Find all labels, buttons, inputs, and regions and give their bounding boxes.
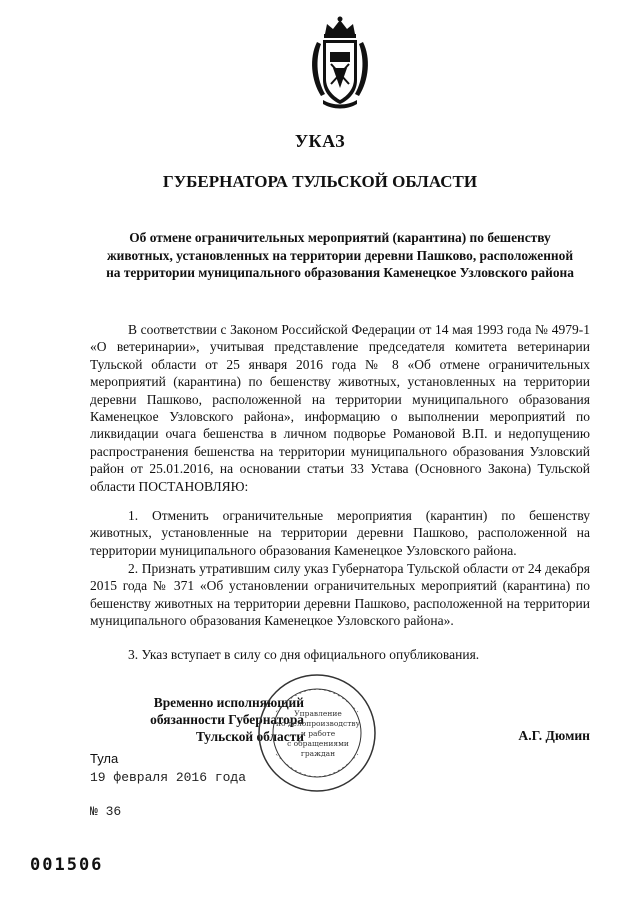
stamp-line-1: Управление [294,709,342,718]
signatory-title-line-2: обязанности Губернатора [150,712,304,727]
decree-item-1: 1. Отменить ограничительные мероприятия (карантин) по бешенству животных, установленные на территории деревни Пашково, расположенной на территории муниципального образования Каменецкое Узловского района. [90,508,590,558]
decree-number: № 36 [90,804,122,819]
document-type-title: УКАЗ [294,131,346,151]
issue-place: Тула [90,751,119,766]
intro-paragraph: В соответствии с Законом Российской Федерации от 14 мая 1993 года № 4979-1 «О ветеринарии», учитывая представление председателя комитета ветеринарии Тульской области от 25 января 2016 года № 8 «Об отмене ограничительных мероприятий (карантина) по бешенству животных, установленных на территории деревни Пашково, расположенной на территории муниципального образования Каменецкое Узловского района», информацию о выполнении мероприятий по ликвидации очага бешенства в личном подворье Романовой В.П. и недопущению распространения бешенства на территории муниципального образования Узловский район от 25.01.2016, на основании статьи 33 Устава (Основного Закона) Тульской области ПОСТАНОВЛЯЮ: [90,322,590,494]
signatory-title-line-3: Тульской области [196,729,304,744]
stamp-line-3: и работе [300,729,336,738]
issuer-title: ГУБЕРНАТОРА ТУЛЬСКОЙ ОБЛАСТИ [162,172,478,191]
stamp-line-4: с обращениями [287,739,349,748]
round-stamp [256,672,378,794]
serial-number: 001506 [30,855,104,875]
coat-of-arms-emblem [303,14,377,110]
decree-item-2: 2. Признать утратившим силу указ Губернатора Тульской области от 24 декабря 2015 года № 371 «Об установлении ограничительных мероприятий (карантина) по бешенству животных на территории деревни Пашково, расположенной на территории муниципального образования Каменецкое Узловского района». [90,561,590,629]
decree-item-3: 3. Указ вступает в силу со дня официального опубликования. [128,647,480,662]
signatory-name: А.Г. Дюмин [518,728,590,743]
stamp-line-5: граждан [300,749,336,758]
decree-subject: Об отмене ограничительных мероприятий (карантина) по бешенству животных, установленных на территории деревни Пашково, расположенной на территории муниципального образования Каменецкое Узловского района [106,230,574,280]
signatory-title-line-1: Временно исполняющий [153,695,304,710]
stamp-line-2: по делопроизводству [276,719,360,728]
issue-date: 19 февраля 2016 года [90,770,247,785]
